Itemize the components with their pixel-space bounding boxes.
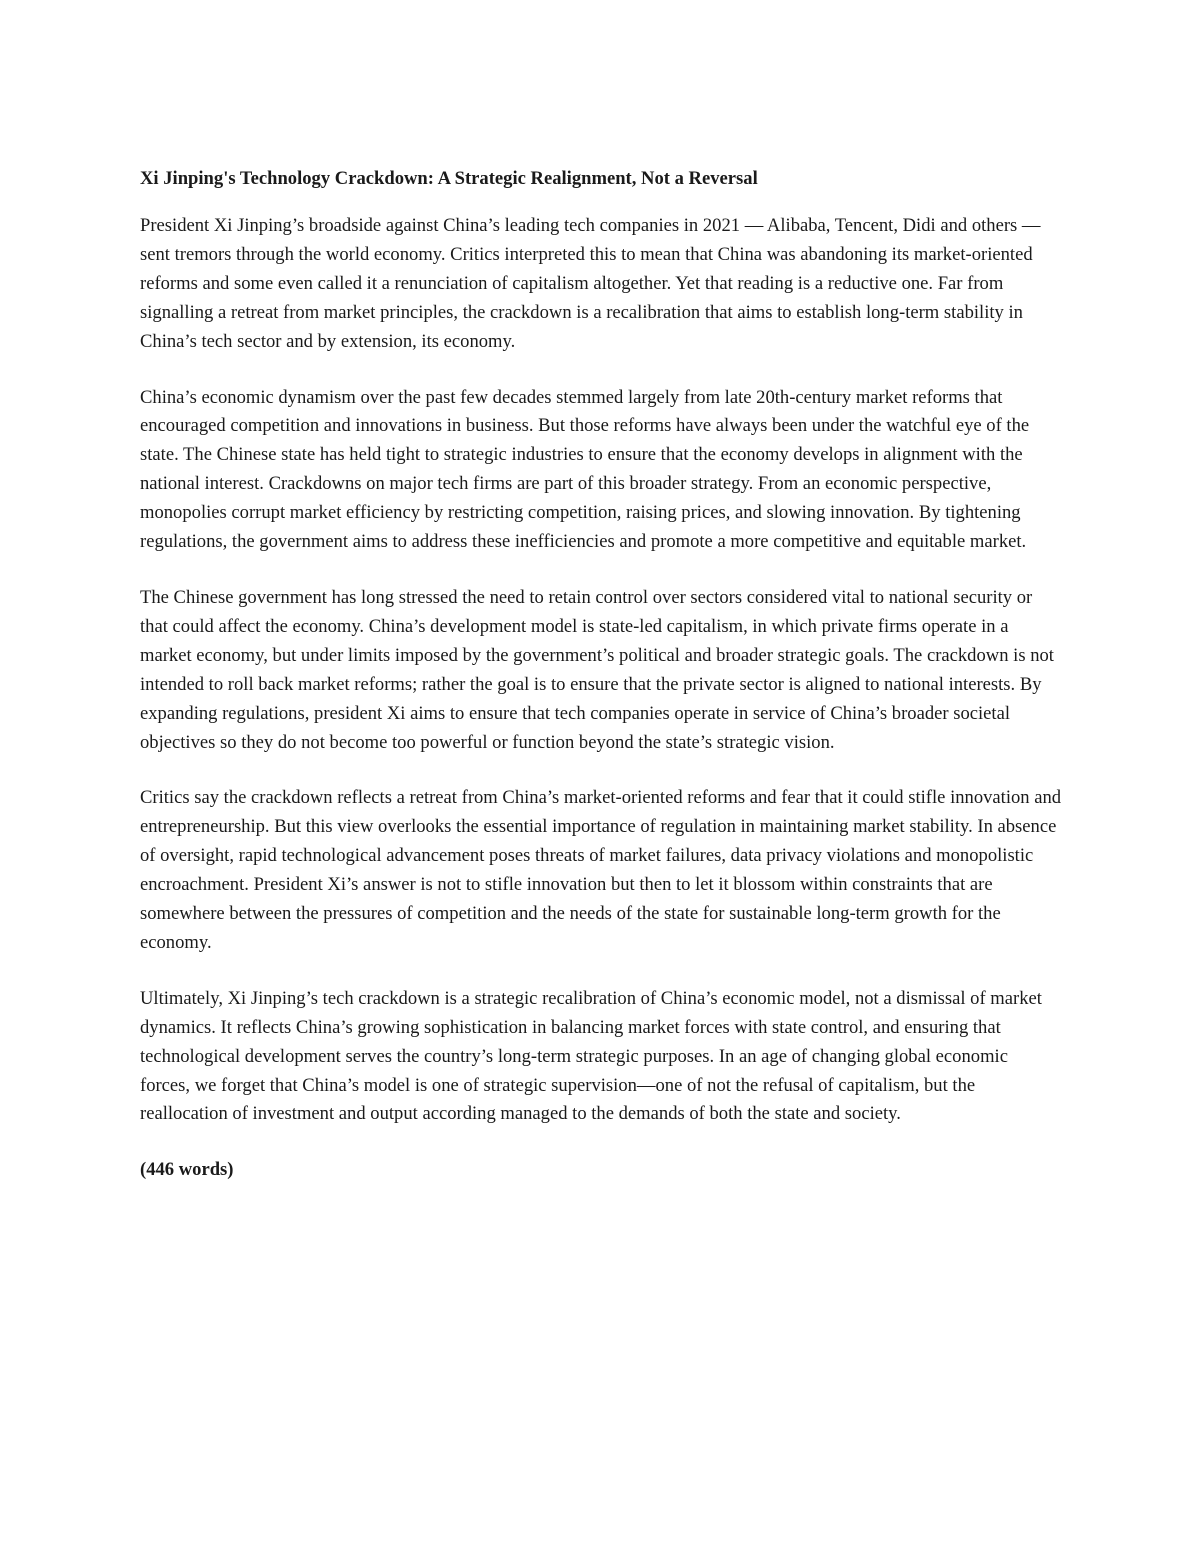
paragraph-3: The Chinese government has long stressed the need to retain control over sectors considered vital to national security or that could affect the economy. China’s development model is state-led capitalism, in which private firms operate in a market economy, but under limits imposed by the government’s political and broader strategic goals. The crackdown is not intended to roll back market reforms; rather the goal is to ensure that the private sector is aligned to national interests. By expanding regulations, president Xi aims to ensure that tech companies operate in service of China’s broader societal objectives so they do not become too powerful or function beyond the state’s strategic vision. (140, 586, 1054, 753)
word-count: (446 words) (140, 1159, 234, 1181)
document-title: Xi Jinping's Technology Crackdown: A Strategic Realignment, Not a Reversal (140, 168, 758, 189)
paragraph-4: Critics say the crackdown reflects a retreat from China’s market-oriented reforms and fear that it could stifle innovation and entrepreneurship. But this view overlooks the essential importance of regulation in maintaining market stability. In absence of oversight, rapid technological advancement poses threats of market failures, data privacy violations and monopolistic encroachment. President Xi’s answer is not to stifle innovation but then to let it blossom within constraints that are somewhere between the pressures of competition and the needs of the state for sustainable long-term growth for the economy. (140, 787, 1062, 953)
paragraph-1: President Xi Jinping’s broadside against China’s leading tech companies in 2021 — Alibaba, Tencent, Didi and others — sent tremors through the world economy. Critics interpreted this to mean that China was abandoning its market-oriented reforms and some even called it a renunciation of capitalism altogether. Yet that reading is a reductive one. Far from signalling a retreat from market principles, the crackdown is a recalibration that aims to establish long-term stability in China’s tech sector and by extension, its economy. (140, 215, 1041, 352)
document-body (140, 164, 1062, 1185)
paragraph-2: China’s economic dynamism over the past few decades stemmed largely from late 20th-century market reforms that encouraged competition and innovations in business. But those reforms have always been under the watchful eye of the state. The Chinese state has held tight to strategic industries to ensure that the economy develops in alignment with the national interest. Crackdowns on major tech firms are part of this broader strategy. From an economic perspective, monopolies corrupt market efficiency by restricting competition, raising prices, and slowing innovation. By tightening regulations, the government aims to address these inefficiencies and promote a more competitive and equitable market. (140, 386, 1030, 553)
paragraph-5: Ultimately, Xi Jinping’s tech crackdown is a strategic recalibration of China’s economic model, not a dismissal of market dynamics. It reflects China’s growing sophistication in balancing market forces with state control, and ensuring that technological development serves the country’s long-term strategic purposes. In an age of changing global economic forces, we forget that China’s model is one of strategic supervision—one of not the refusal of capitalism, but the reallocation of investment and output according managed to the demands of both the state and society. (140, 987, 1042, 1125)
